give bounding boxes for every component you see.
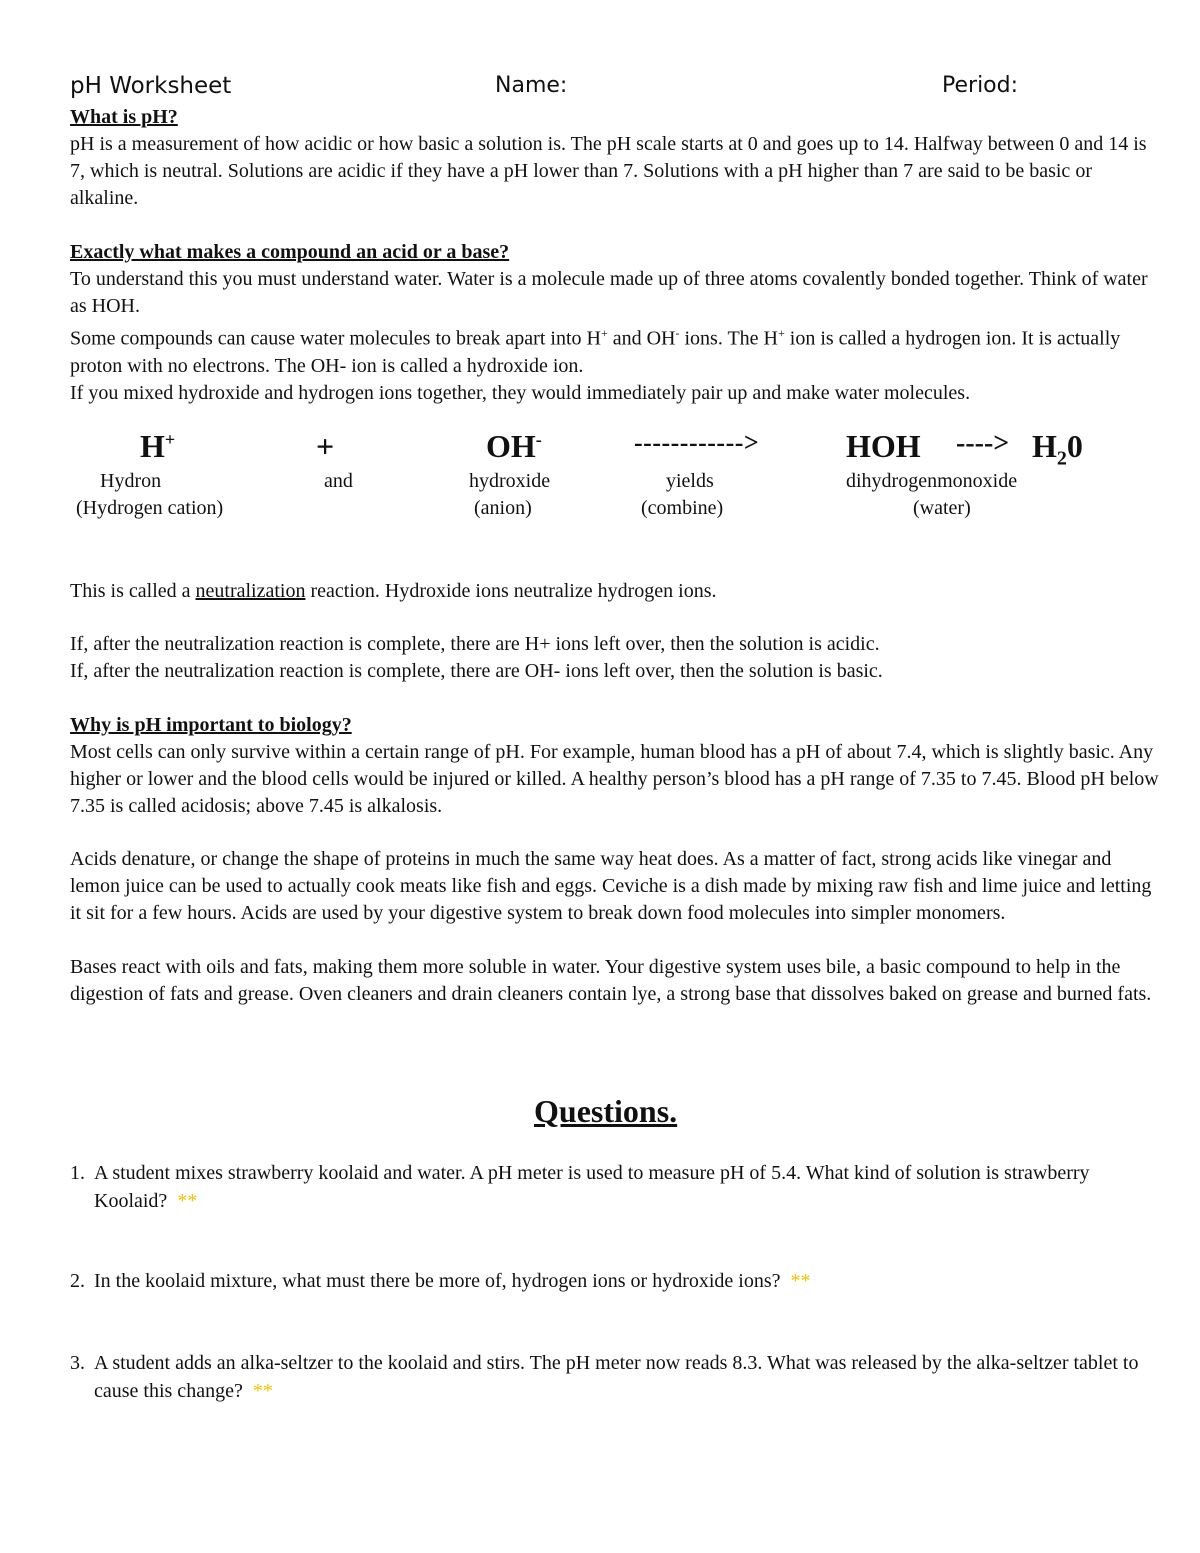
section-what-is-ph xyxy=(70,104,1160,212)
equation-water: $H_20$ xyxy=(1032,428,1083,470)
question-item xyxy=(70,1267,1160,1295)
section-acid-or-base xyxy=(70,239,1160,407)
question-text: A student adds an alka-seltzer to the koolaid and stirs. The pH meter now reads 8.3. What was released by the alka-seltzer tablet to cause this change? ** xyxy=(94,1352,1139,1402)
question-item xyxy=(70,1349,1160,1405)
question-number: 1. xyxy=(70,1162,85,1184)
stars-marker: ** xyxy=(177,1190,198,1212)
equation-arrow-2: ----> xyxy=(956,428,1010,459)
label-anion: (anion) xyxy=(474,497,532,519)
label-hydroxide: hydroxide xyxy=(469,470,551,492)
label-dihydrogenmonoxide: dihydrogenmonoxide xyxy=(846,470,1018,492)
label-hydrogen-cation: (Hydrogen cation) xyxy=(76,497,224,519)
question-text: In the koolaid mixture, what must there be more of, hydrogen ions or hydroxide ions? ** xyxy=(94,1270,811,1292)
stars-marker: ** xyxy=(252,1380,273,1402)
period-label: Period: xyxy=(942,73,1019,98)
paragraph: If, after the neutralization reaction is complete, there are OH- ions left over, then the solution is basic. xyxy=(70,660,883,682)
paragraph: If you mixed hydroxide and hydrogen ions together, they would immediately pair up and make water molecules. xyxy=(70,381,971,404)
section-heading: What is pH? xyxy=(70,106,178,128)
question-number: 2. xyxy=(70,1270,85,1292)
label-and: and xyxy=(324,470,353,492)
paragraph: This is called a neutralization reaction. Hydroxide ions neutralize hydrogen ions. xyxy=(70,580,717,602)
section-biology xyxy=(70,712,1160,1008)
paragraph: Some compounds can cause water molecules to break apart into H+ and OH- ions. The H+ ion is called a hydrogen ion. It is actually proton with no electrons. The OH- ion is called a hydroxide ion. xyxy=(70,326,1121,377)
section-neutralization xyxy=(70,578,1160,685)
question-item xyxy=(70,1159,1160,1215)
equation-hydron: H+ xyxy=(140,428,176,464)
paragraph: Most cells can only survive within a certain range of pH. For example, human blood has a pH of about 7.4, which is slightly basic. Any higher or lower and the blood cells would be injured or killed. A healthy person’s blood has a pH range of 7.35 to 7.45. Blood pH below 7.35 is called acidosis; above 7.45 is alkalosis. xyxy=(70,741,1159,817)
equation-arrow: ------------> xyxy=(634,428,760,457)
paragraph: pH is a measurement of how acidic or how basic a solution is. The pH scale starts at 0 and goes up to 14. Halfway between 0 and 14 is 7, which is neutral. Solutions are acidic if they have a pH lower than 7. Solutions with a pH higher than 7 are said to be basic or alkaline. xyxy=(70,133,1147,209)
worksheet-title: pH Worksheet xyxy=(70,73,232,99)
equation-hoh: HOH xyxy=(846,428,921,464)
label-hydron: Hydron xyxy=(100,470,162,492)
name-label: Name: xyxy=(495,73,568,98)
label-water: (water) xyxy=(913,497,971,519)
question-text: A student mixes strawberry koolaid and water. A pH meter is used to measure pH of 5.4. What kind of solution is strawberry Koolaid? ** xyxy=(94,1162,1090,1212)
paragraph: Acids denature, or change the shape of proteins in much the same way heat does. As a matter of fact, strong acids like vinegar and lemon juice can be used to actually cook meats like fish and eggs. Ceviche is a dish made by mixing raw fish and lime juice and letting it sit for a few hours. Acids are used by your digestive system to break down food molecules into simpler monomers. xyxy=(70,848,1152,924)
stars-marker: ** xyxy=(790,1270,811,1292)
questions-title: Questions. xyxy=(534,1093,678,1129)
section-heading: Exactly what makes a compound an acid or a base? xyxy=(70,241,510,263)
label-yields: yields xyxy=(666,470,714,492)
section-heading: Why is pH important to biology? xyxy=(70,714,352,736)
paragraph: If, after the neutralization reaction is complete, there are H+ ions left over, then the solution is acidic. xyxy=(70,633,880,655)
paragraph: To understand this you must understand water. Water is a molecule made up of three atoms covalently bonded together. Think of water as HOH. xyxy=(70,268,1148,317)
equation-hydroxide: OH- xyxy=(486,428,542,464)
equation-plus: + xyxy=(316,428,335,464)
paragraph: Bases react with oils and fats, making them more soluble in water. Your digestive system uses bile, a basic compound to help in the digestion of fats and grease. Oven cleaners and drain cleaners contain lye, a strong base that dissolves baked on grease and burned fats. xyxy=(70,956,1152,1005)
question-number: 3. xyxy=(70,1352,85,1374)
label-combine: (combine) xyxy=(641,497,724,519)
